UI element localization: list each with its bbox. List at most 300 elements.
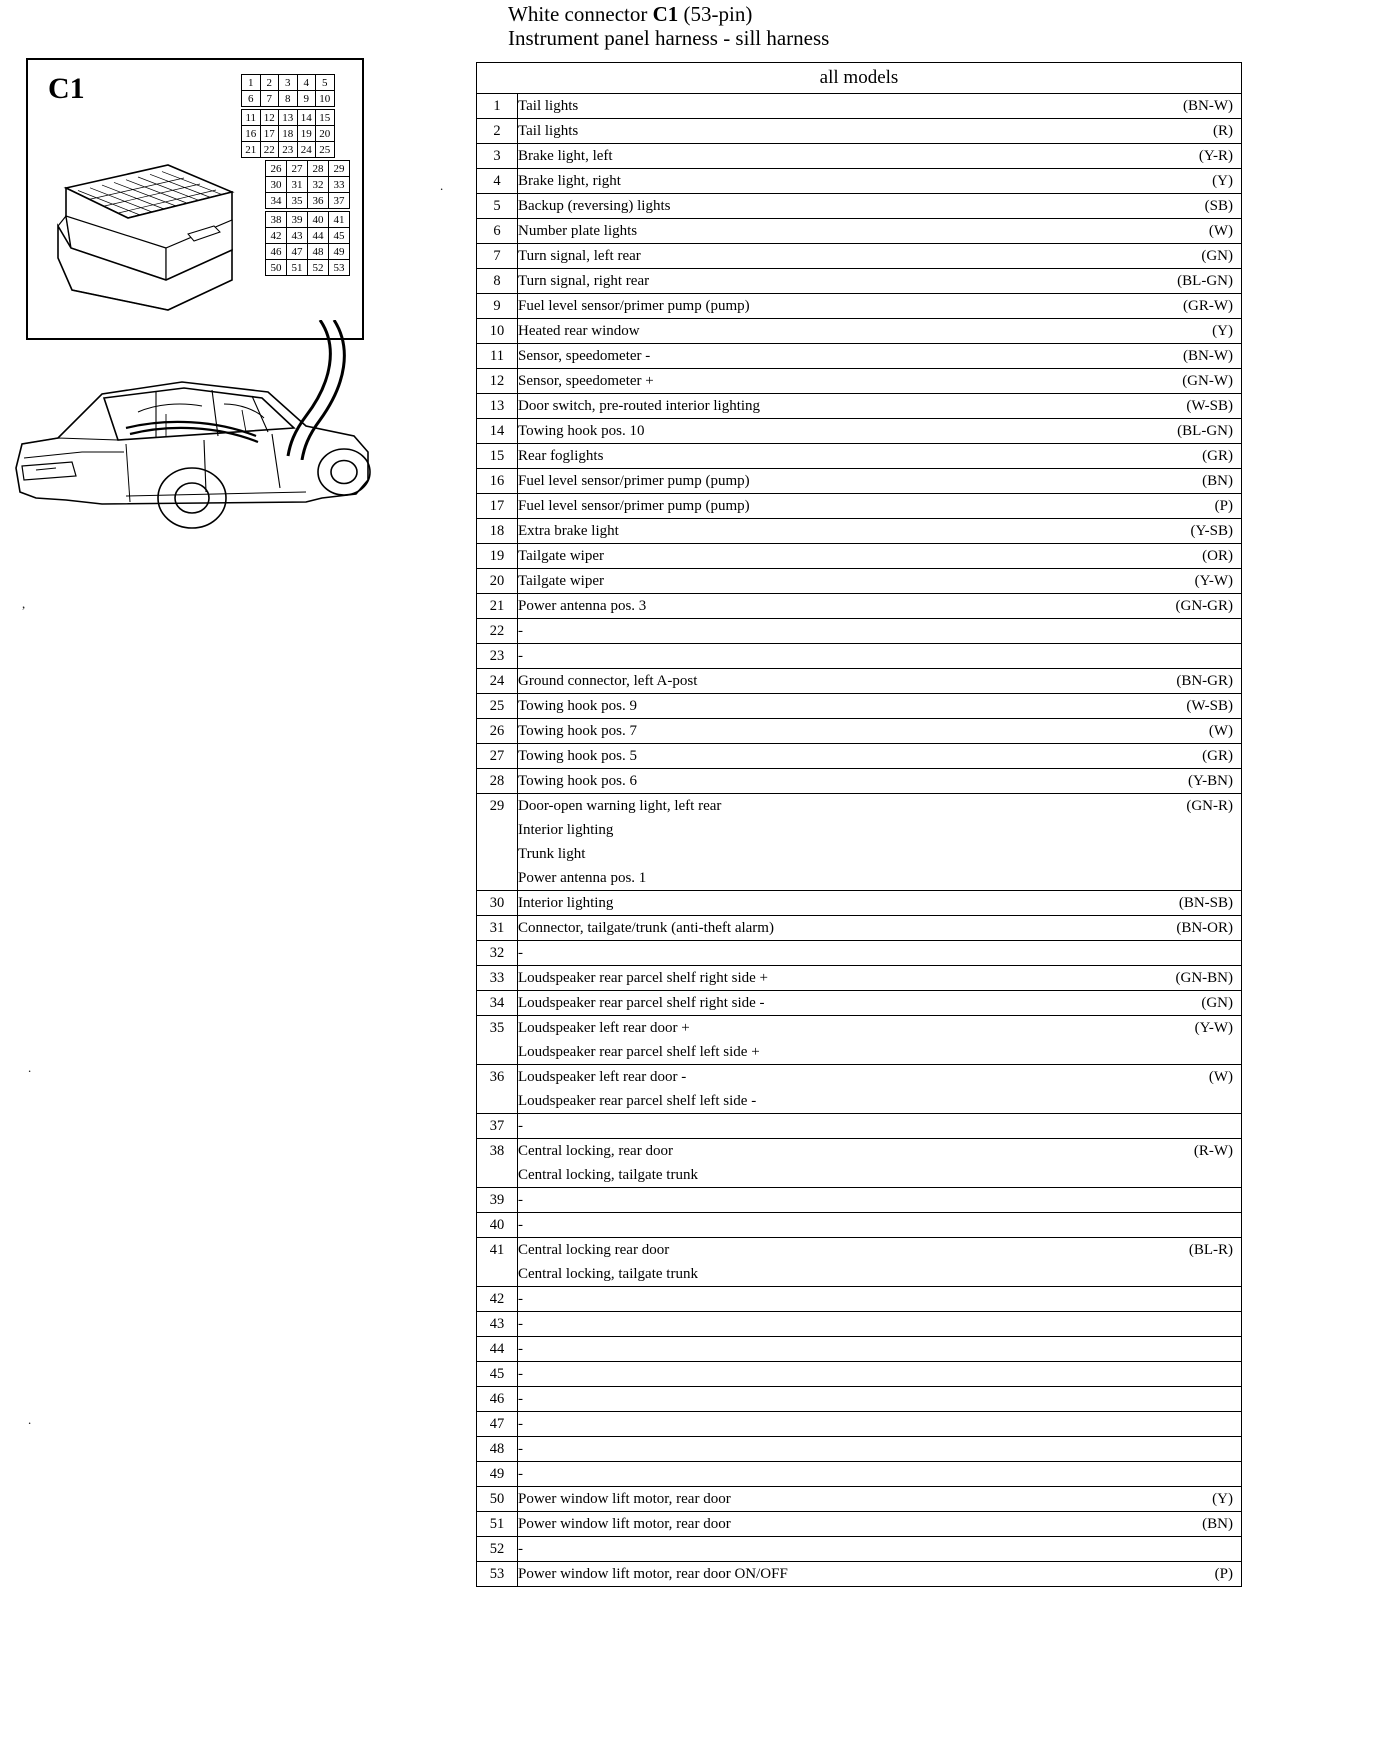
table-header-row [477, 63, 1242, 94]
table-row [477, 769, 1242, 794]
stray-mark-top-dot: . [440, 178, 444, 193]
pin-number-cell: 17 [477, 494, 518, 519]
pin-description-cell [518, 394, 1242, 419]
title-suffix: (53-pin) [678, 2, 753, 26]
pin-cell: 39 [286, 211, 308, 228]
pin-description-extra-line: Trunk light [518, 846, 586, 862]
wire-color-code: (GR) [1202, 448, 1233, 464]
pin-cell: 13 [278, 109, 298, 126]
pin-number-cell: 48 [477, 1437, 518, 1462]
pin-description-cell [518, 794, 1242, 891]
table-row [477, 1238, 1242, 1287]
pin-number-cell: 39 [477, 1188, 518, 1213]
pin-number-cell: 38 [477, 1139, 518, 1188]
pin-description-cell [518, 419, 1242, 444]
pin-description-text: - [518, 648, 523, 664]
wire-color-code: (Y-W) [1194, 573, 1233, 589]
pin-description-text: Fuel level sensor/primer pump (pump) [518, 298, 750, 314]
pin-description-text: - [518, 1416, 523, 1432]
pin-cell: 51 [286, 259, 308, 276]
pin-cell: 46 [265, 243, 287, 260]
wire-color-code: (P) [1214, 1566, 1233, 1582]
connector-body-drawing [36, 130, 236, 320]
pin-cell: 33 [328, 176, 350, 193]
table-row [477, 1337, 1242, 1362]
table-row [477, 544, 1242, 569]
pin-number-cell: 36 [477, 1065, 518, 1114]
pin-description-text: Central locking, rear door [518, 1143, 673, 1159]
table-row [477, 594, 1242, 619]
pin-row [241, 125, 349, 141]
pin-description-cell [518, 1537, 1242, 1562]
pin-group-2 [241, 109, 349, 157]
pin-cell: 25 [315, 141, 335, 158]
pin-description-cell [518, 1139, 1242, 1188]
pin-cell: 17 [260, 125, 280, 142]
pin-description-cell [518, 991, 1242, 1016]
pin-number-cell: 22 [477, 619, 518, 644]
wire-color-code: (W) [1208, 223, 1233, 239]
pin-description-cell [518, 144, 1242, 169]
pin-number-cell: 45 [477, 1362, 518, 1387]
pin-description-cell [518, 1016, 1242, 1065]
pin-number-cell: 47 [477, 1412, 518, 1437]
pin-description-extra-line: Interior lighting [518, 822, 614, 838]
pin-description-text: Interior lighting [518, 895, 614, 911]
column-header-all-models: all models [477, 63, 1242, 94]
wire-color-code: (BN-OR) [1176, 920, 1233, 936]
table-row [477, 991, 1242, 1016]
table-row [477, 394, 1242, 419]
pin-description-cell [518, 1337, 1242, 1362]
page-subtitle: Instrument panel harness - sill harness [508, 26, 830, 50]
pin-description-extra-line: Power antenna pos. 1 [518, 870, 647, 886]
pin-number-cell: 23 [477, 644, 518, 669]
wire-color-code: (R-W) [1193, 1143, 1233, 1159]
pin-description-text: Backup (reversing) lights [518, 198, 671, 214]
pin-description-text: - [518, 1291, 523, 1307]
pin-number-cell: 50 [477, 1487, 518, 1512]
pin-description-cell [518, 941, 1242, 966]
table-row [477, 1213, 1242, 1238]
pin-description-text: Number plate lights [518, 223, 638, 239]
pin-number-cell: 14 [477, 419, 518, 444]
table-row [477, 1016, 1242, 1065]
pin-description-cell [518, 1487, 1242, 1512]
pin-number-cell: 24 [477, 669, 518, 694]
table-row [477, 1487, 1242, 1512]
pin-description-cell [518, 719, 1242, 744]
pin-description-text: - [518, 623, 523, 639]
pin-description-cell [518, 1188, 1242, 1213]
table-row [477, 744, 1242, 769]
wire-color-code: (W-SB) [1186, 698, 1233, 714]
wire-color-code: (Y-W) [1194, 1020, 1233, 1036]
table-row [477, 469, 1242, 494]
pin-description-text: Loudspeaker left rear door - [518, 1069, 687, 1085]
pin-cell: 23 [278, 141, 298, 158]
pin-number-cell: 13 [477, 394, 518, 419]
pin-description-cell [518, 569, 1242, 594]
pin-cell: 24 [297, 141, 317, 158]
pin-cell: 35 [286, 192, 308, 209]
pin-description-cell [518, 1312, 1242, 1337]
table-row [477, 144, 1242, 169]
pin-cell: 47 [286, 243, 308, 260]
pin-description-text: Connector, tailgate/trunk (anti-theft alarm) [518, 920, 774, 936]
table-row [477, 644, 1242, 669]
pin-cell: 6 [241, 90, 261, 107]
pin-description-text: Towing hook pos. 9 [518, 698, 637, 714]
table-row [477, 244, 1242, 269]
pin-number-cell: 33 [477, 966, 518, 991]
pin-number-cell: 10 [477, 319, 518, 344]
page-header [508, 2, 1328, 50]
wire-color-code: (Y-BN) [1188, 773, 1233, 789]
pin-row [265, 192, 349, 208]
pin-row [241, 90, 349, 106]
pin-cell: 10 [315, 90, 335, 107]
vehicle-illustration [6, 352, 386, 542]
pin-description-extra-line: Loudspeaker rear parcel shelf left side + [518, 1044, 760, 1060]
pin-description-text: Door-open warning light, left rear [518, 798, 722, 814]
wire-color-code: (GR-W) [1183, 298, 1233, 314]
pin-description-cell [518, 1114, 1242, 1139]
pin-number-cell: 35 [477, 1016, 518, 1065]
pin-description-cell [518, 344, 1242, 369]
pin-number-cell: 11 [477, 344, 518, 369]
wire-color-code: (GN-R) [1186, 798, 1233, 814]
pin-description-text: Towing hook pos. 7 [518, 723, 637, 739]
pin-group-1 [241, 74, 349, 106]
pin-cell: 2 [260, 74, 280, 91]
wire-color-code: (BN-GR) [1176, 673, 1233, 689]
table-row [477, 916, 1242, 941]
pin-cell: 41 [328, 211, 350, 228]
wire-color-code: (R) [1213, 123, 1233, 139]
pin-description-text: Tail lights [518, 98, 579, 114]
table-row [477, 1437, 1242, 1462]
wire-color-code: (W-SB) [1186, 398, 1233, 414]
pin-number-cell: 42 [477, 1287, 518, 1312]
pin-description-extra-line: Central locking, tailgate trunk [518, 1266, 698, 1282]
pin-description-text: Turn signal, left rear [518, 248, 641, 264]
pin-description-cell [518, 1238, 1242, 1287]
pin-group-3 [265, 160, 349, 208]
pin-description-text: Power window lift motor, rear door [518, 1491, 731, 1507]
pin-description-cell [518, 194, 1242, 219]
table-row [477, 119, 1242, 144]
pin-number-cell: 49 [477, 1462, 518, 1487]
pin-description-cell [518, 1362, 1242, 1387]
pin-cell: 8 [278, 90, 298, 107]
wire-color-code: (BL-GN) [1177, 423, 1233, 439]
table-row [477, 169, 1242, 194]
pin-description-text: Rear foglights [518, 448, 604, 464]
pin-description-cell [518, 469, 1242, 494]
table-row [477, 1412, 1242, 1437]
stray-mark-left: , [22, 596, 26, 611]
table-row [477, 494, 1242, 519]
pin-cell: 16 [241, 125, 261, 142]
pin-number-cell: 41 [477, 1238, 518, 1287]
connector-illustration-panel [26, 58, 364, 340]
table-row [477, 444, 1242, 469]
pin-description-cell [518, 1213, 1242, 1238]
pin-number-cell: 31 [477, 916, 518, 941]
pin-number-cell: 32 [477, 941, 518, 966]
pin-number-cell: 20 [477, 569, 518, 594]
pin-number-cell: 28 [477, 769, 518, 794]
table-row [477, 219, 1242, 244]
pin-description-cell [518, 219, 1242, 244]
pin-description-cell [518, 769, 1242, 794]
pin-description-cell [518, 169, 1242, 194]
pin-number-cell: 5 [477, 194, 518, 219]
pin-cell: 45 [328, 227, 350, 244]
pin-description-text: Loudspeaker rear parcel shelf right side - [518, 995, 765, 1011]
pin-description-text: - [518, 945, 523, 961]
pin-description-cell [518, 444, 1242, 469]
pin-description-text: - [518, 1391, 523, 1407]
pin-number-cell: 40 [477, 1213, 518, 1238]
pin-number-cell: 37 [477, 1114, 518, 1139]
pin-layout-matrix [241, 74, 349, 278]
pin-description-cell [518, 1412, 1242, 1437]
pin-cell: 19 [297, 125, 317, 142]
table-row [477, 1139, 1242, 1188]
pin-cell: 50 [265, 259, 287, 276]
table-row [477, 319, 1242, 344]
table-row [477, 1188, 1242, 1213]
pin-description-text: Extra brake light [518, 523, 619, 539]
table-row [477, 419, 1242, 444]
pin-row [241, 109, 349, 125]
pin-cell: 53 [328, 259, 350, 276]
table-row [477, 1065, 1242, 1114]
pin-description-text: Tailgate wiper [518, 548, 604, 564]
pin-description-cell [518, 1387, 1242, 1412]
pin-number-cell: 43 [477, 1312, 518, 1337]
pin-description-cell [518, 1562, 1242, 1587]
wire-color-code: (BN-SB) [1178, 895, 1233, 911]
pin-cell: 11 [241, 109, 261, 126]
wire-color-code: (BN) [1202, 1516, 1233, 1532]
pin-number-cell: 30 [477, 891, 518, 916]
pin-cell: 49 [328, 243, 350, 260]
stray-mark-low: . [28, 1412, 32, 1427]
table-row [477, 294, 1242, 319]
wire-color-code: (Y) [1212, 323, 1233, 339]
pin-cell: 9 [297, 90, 317, 107]
pin-cell: 44 [307, 227, 329, 244]
pin-description-text: Towing hook pos. 6 [518, 773, 637, 789]
pin-cell: 26 [265, 160, 287, 177]
wire-color-code: (BL-GN) [1177, 273, 1233, 289]
pin-description-cell [518, 494, 1242, 519]
pin-cell: 3 [278, 74, 298, 91]
pin-description-cell [518, 544, 1242, 569]
pin-cell: 14 [297, 109, 317, 126]
pin-description-cell [518, 644, 1242, 669]
pin-cell: 29 [328, 160, 350, 177]
pin-description-extra-line: Loudspeaker rear parcel shelf left side - [518, 1093, 757, 1109]
pin-row [265, 160, 349, 176]
pin-description-text: Sensor, speedometer + [518, 373, 654, 389]
table-row [477, 1114, 1242, 1139]
wire-color-code: (Y-R) [1198, 148, 1233, 164]
pin-description-text: - [518, 1366, 523, 1382]
pin-number-cell: 1 [477, 94, 518, 119]
pin-cell: 21 [241, 141, 261, 158]
pin-cell: 18 [278, 125, 298, 142]
pin-description-text: - [518, 1316, 523, 1332]
pin-cell: 15 [315, 109, 335, 126]
wire-color-code: (BN-W) [1183, 98, 1233, 114]
pin-number-cell: 25 [477, 694, 518, 719]
pin-number-cell: 8 [477, 269, 518, 294]
wire-color-code: (GN) [1201, 248, 1233, 264]
pin-number-cell: 4 [477, 169, 518, 194]
pin-cell: 4 [297, 74, 317, 91]
pin-cell: 1 [241, 74, 261, 91]
pin-description-cell [518, 1437, 1242, 1462]
pin-number-cell: 26 [477, 719, 518, 744]
pin-cell: 38 [265, 211, 287, 228]
pin-cell: 32 [307, 176, 329, 193]
pin-number-cell: 3 [477, 144, 518, 169]
table-row [477, 1562, 1242, 1587]
connector-id-label: C1 [48, 72, 85, 105]
pin-description-text: Power window lift motor, rear door [518, 1516, 731, 1532]
table-row [477, 694, 1242, 719]
pin-description-cell [518, 94, 1242, 119]
pin-number-cell: 6 [477, 219, 518, 244]
wire-color-code: (Y-SB) [1190, 523, 1233, 539]
table-row [477, 344, 1242, 369]
table-row [477, 519, 1242, 544]
pin-number-cell: 29 [477, 794, 518, 891]
pin-description-cell [518, 619, 1242, 644]
title-prefix: White connector [508, 2, 653, 26]
pin-description-text: Towing hook pos. 5 [518, 748, 637, 764]
pin-number-cell: 46 [477, 1387, 518, 1412]
pin-description-text: - [518, 1217, 523, 1233]
table-row [477, 194, 1242, 219]
pin-number-cell: 44 [477, 1337, 518, 1362]
pin-number-cell: 9 [477, 294, 518, 319]
wire-color-code: (Y) [1212, 1491, 1233, 1507]
pin-cell: 48 [307, 243, 329, 260]
pin-description-cell [518, 966, 1242, 991]
pin-description-text: - [518, 1441, 523, 1457]
table-row [477, 966, 1242, 991]
pin-cell: 36 [307, 192, 329, 209]
pin-row [265, 211, 349, 227]
pin-cell: 20 [315, 125, 335, 142]
table-row [477, 719, 1242, 744]
wire-color-code: (GN-W) [1182, 373, 1233, 389]
pin-description-cell [518, 1512, 1242, 1537]
pin-description-cell [518, 244, 1242, 269]
pin-number-cell: 52 [477, 1537, 518, 1562]
pin-description-text: - [518, 1541, 523, 1557]
pin-cell: 12 [260, 109, 280, 126]
pin-row [265, 176, 349, 192]
table-row [477, 941, 1242, 966]
wire-color-code: (GN-BN) [1175, 970, 1233, 986]
pin-cell: 40 [307, 211, 329, 228]
table-row [477, 569, 1242, 594]
pin-cell: 22 [260, 141, 280, 158]
pin-cell: 31 [286, 176, 308, 193]
table-row [477, 1362, 1242, 1387]
pin-cell: 5 [315, 74, 335, 91]
pin-description-cell [518, 744, 1242, 769]
table-row [477, 1462, 1242, 1487]
pin-description-text: Sensor, speedometer - [518, 348, 651, 364]
table-row [477, 369, 1242, 394]
pin-description-text: Door switch, pre-routed interior lighting [518, 398, 761, 414]
pin-cell: 52 [307, 259, 329, 276]
page-title [508, 2, 1328, 26]
pin-description-cell [518, 1065, 1242, 1114]
pin-description-text: - [518, 1118, 523, 1134]
pin-description-cell [518, 1462, 1242, 1487]
stray-mark-mid: . [28, 1060, 32, 1075]
pin-number-cell: 19 [477, 544, 518, 569]
pin-number-cell: 34 [477, 991, 518, 1016]
wire-color-code: (GN) [1201, 995, 1233, 1011]
pin-description-text: Power window lift motor, rear door ON/OFF [518, 1566, 788, 1582]
pin-description-text: Fuel level sensor/primer pump (pump) [518, 498, 750, 514]
pin-number-cell: 27 [477, 744, 518, 769]
pin-description-text: Fuel level sensor/primer pump (pump) [518, 473, 750, 489]
pin-number-cell: 51 [477, 1512, 518, 1537]
wire-color-code: (Y) [1212, 173, 1233, 189]
pin-number-cell: 18 [477, 519, 518, 544]
pin-cell: 7 [260, 90, 280, 107]
pin-description-text: Loudspeaker rear parcel shelf right side + [518, 970, 769, 986]
wire-color-code: (W) [1208, 1069, 1233, 1085]
pin-description-text: Tail lights [518, 123, 579, 139]
pin-number-cell: 16 [477, 469, 518, 494]
pin-description-cell [518, 916, 1242, 941]
pin-description-cell [518, 369, 1242, 394]
pin-description-text: - [518, 1192, 523, 1208]
pin-description-text: - [518, 1466, 523, 1482]
pin-description-text: Ground connector, left A-post [518, 673, 698, 689]
wire-color-code: (P) [1214, 498, 1233, 514]
pin-number-cell: 2 [477, 119, 518, 144]
pin-description-cell [518, 319, 1242, 344]
pin-row [241, 141, 349, 157]
pin-description-text: Central locking rear door [518, 1242, 670, 1258]
pin-description-cell [518, 519, 1242, 544]
table-row [477, 1312, 1242, 1337]
table-row [477, 891, 1242, 916]
pin-table-body [477, 63, 1242, 1587]
table-row [477, 669, 1242, 694]
pin-description-text: Brake light, right [518, 173, 621, 189]
pin-cell: 43 [286, 227, 308, 244]
table-row [477, 1287, 1242, 1312]
wire-color-code: (BL-R) [1188, 1242, 1233, 1258]
pin-number-cell: 53 [477, 1562, 518, 1587]
pin-description-cell [518, 694, 1242, 719]
pin-description-cell [518, 119, 1242, 144]
pin-description-text: Brake light, left [518, 148, 613, 164]
